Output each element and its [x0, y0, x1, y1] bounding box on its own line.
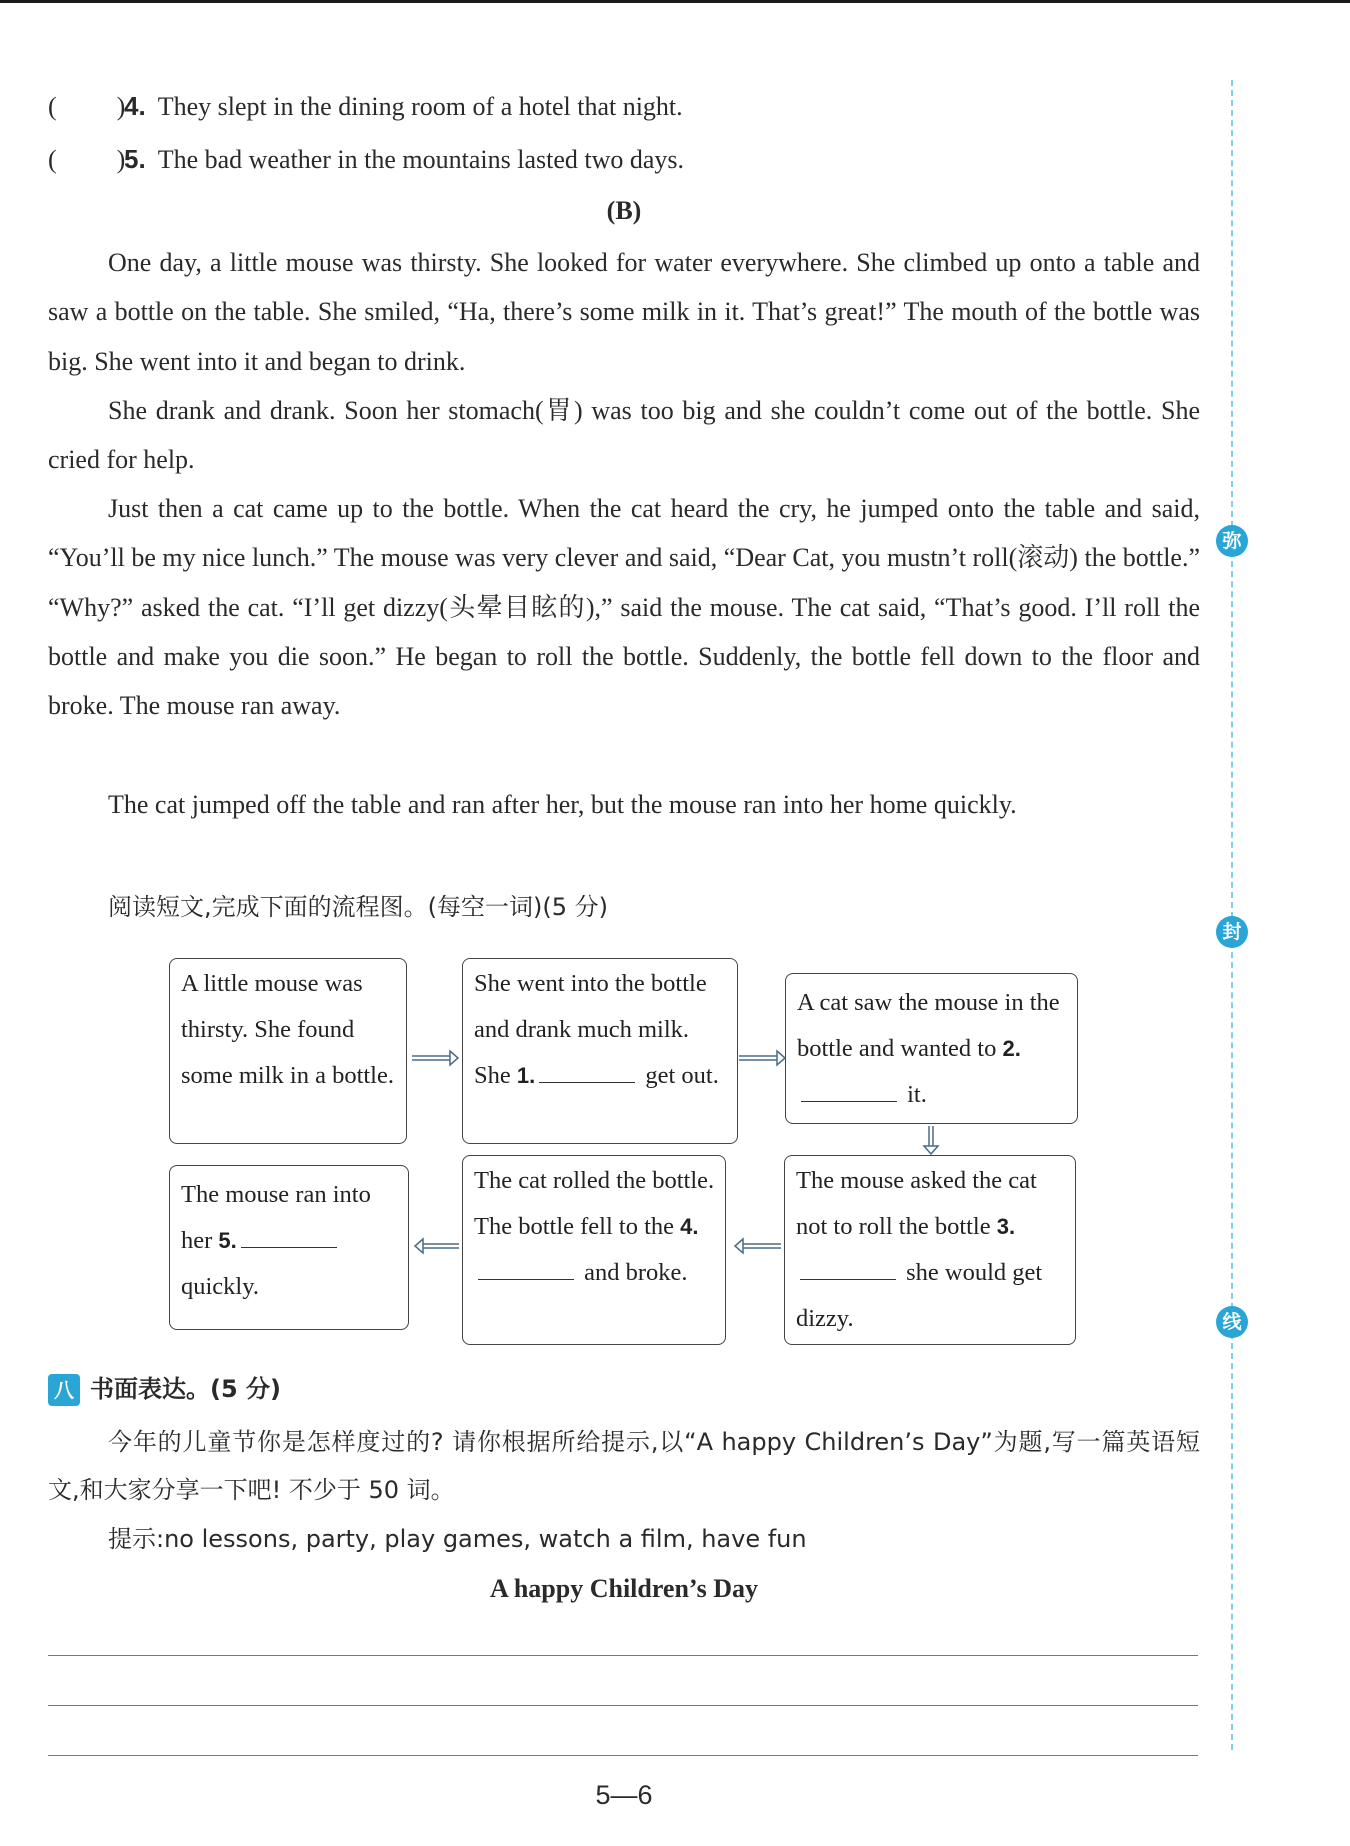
writing-hint: 提示:no lessons, party, play games, watch a film, have fun	[108, 1525, 807, 1553]
passage-paragraph-1: One day, a little mouse was thirsty. She looked for water everywhere. She climbed up onto a table and saw a bottle on the table. She smiled, “Ha, there’s some milk in it. That’s great!” The mouth of the bottle was big. She went into it and began to drink.	[48, 248, 1200, 376]
flow-box-2: She went into the bottle and drank much milk. She 1. get out.	[462, 958, 738, 1144]
passage-paragraph-2: She drank and drank. Soon her stomach(胃) was too big and she couldn’t come out of the bottle. She cried for help.	[48, 396, 1200, 475]
writing-prompt: 今年的儿童节你是怎样度过的? 请你根据所给提示,以“A happy Children’s Day”为题,写一篇英语短文,和大家分享一下吧! 不少于 50 词。	[48, 1428, 1200, 1504]
arrow-left-icon	[731, 1236, 783, 1256]
binding-cut-line	[1231, 80, 1233, 1750]
binding-mark-1: 弥	[1216, 525, 1248, 557]
arrow-down-icon	[921, 1124, 941, 1156]
passage-b-heading: (B)	[606, 196, 642, 225]
essay-title: A happy Children’s Day	[489, 1574, 759, 1603]
arrow-right-icon	[410, 1048, 460, 1068]
flow-box-3: A cat saw the mouse in the bottle and wanted to 2. it.	[785, 973, 1078, 1124]
blank-4[interactable]	[478, 1259, 574, 1280]
writing-line-3[interactable]	[48, 1755, 1198, 1756]
passage-paragraph-3: Just then a cat came up to the bottle. When the cat heard the cry, he jumped onto the table and said, “You’ll be my nice lunch.” The mouse was very clever and said, “Dear Cat, you mustn’t roll(滚动) the bottle.” “Why?” asked the cat. “I’ll get dizzy(头晕目眩的),” said the mouse. The cat said, “That’s good. I’ll roll the bottle and make you die soon.” He began to roll the bottle. Suddenly, the bottle fell down to the floor and broke. The mouse ran away.	[48, 494, 1200, 721]
blank-3[interactable]	[800, 1259, 896, 1280]
blank-5[interactable]	[241, 1227, 337, 1248]
binding-mark-2: 封	[1216, 916, 1248, 948]
arrow-left-icon	[411, 1236, 461, 1256]
flowchart-instruction: 阅读短文,完成下面的流程图。(每空一词)(5 分)	[108, 893, 608, 921]
binding-mark-3: 线	[1216, 1306, 1248, 1338]
arrow-right-icon	[737, 1048, 787, 1068]
top-border	[0, 0, 1350, 3]
question-4: ( )4. They slept in the dining room of a hotel that night.	[48, 91, 683, 121]
flow-box-6: The mouse ran into her 5. quickly.	[169, 1165, 409, 1330]
passage-paragraph-4: The cat jumped off the table and ran after her, but the mouse ran into her home quickly.	[108, 790, 1017, 819]
writing-line-2[interactable]	[48, 1705, 1198, 1706]
flow-box-5: The cat rolled the bottle. The bottle fell to the 4. and broke.	[462, 1155, 726, 1345]
writing-line-1[interactable]	[48, 1655, 1198, 1656]
section-8-header: 八 书面表达。(5 分)	[48, 1372, 281, 1406]
blank-2[interactable]	[801, 1081, 897, 1102]
flow-box-1: A little mouse was thirsty. She found some milk in a bottle.	[169, 958, 407, 1144]
flow-box-4: The mouse asked the cat not to roll the bottle 3. she would get dizzy.	[784, 1155, 1076, 1345]
page-number: 5—6	[595, 1780, 653, 1810]
question-5: ( )5. The bad weather in the mountains lasted two days.	[48, 144, 685, 174]
section-8-badge: 八	[48, 1374, 80, 1406]
blank-1[interactable]	[539, 1062, 635, 1083]
